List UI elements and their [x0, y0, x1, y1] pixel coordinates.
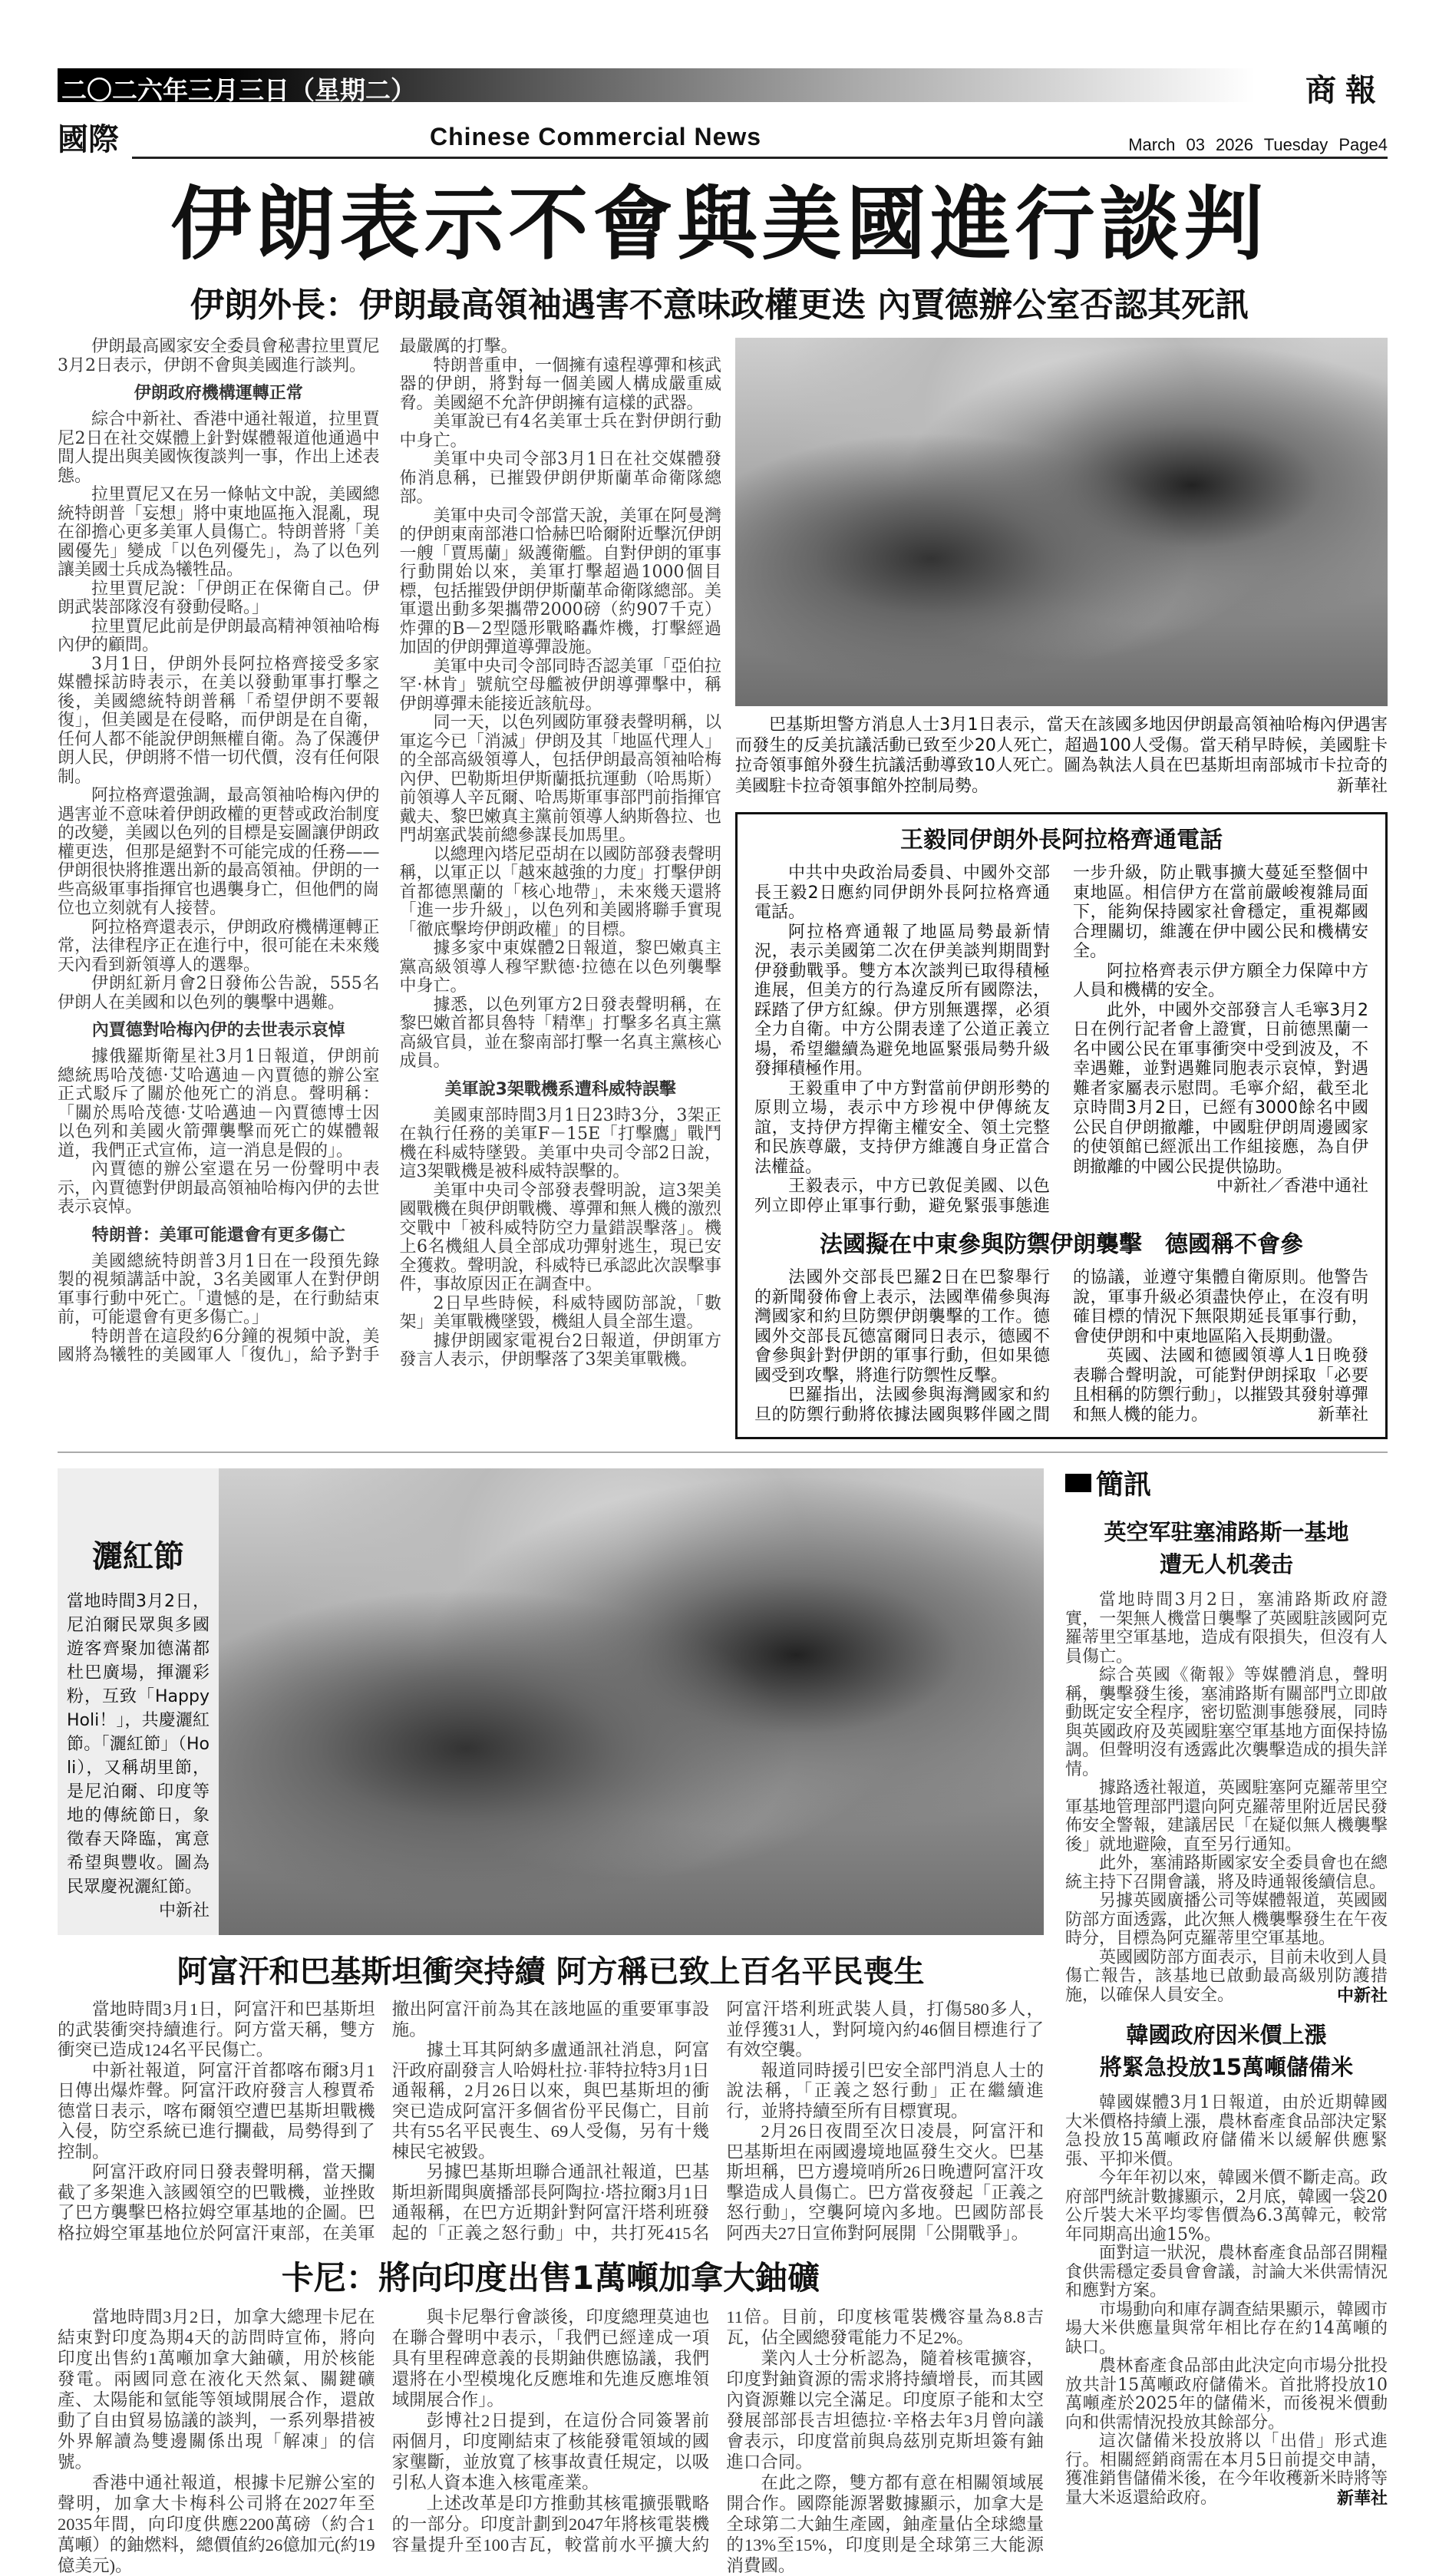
photo-karachi-protest	[735, 338, 1388, 706]
article-paragraph	[400, 1182, 722, 1295]
title-line: 英空军驻塞浦路斯一基地	[1104, 1519, 1349, 1545]
article-paragraph	[58, 919, 380, 976]
paragraph-text: 拉里賈尼又在另一條帖文中說，美國總統特朗普「妄想」將中東地區拖入混亂，現在卻擔心更多美軍人員傷亡。特朗普將「美國優先」變成「以色列優先」，為了以色列讓美國士兵成為犧牲品。	[58, 485, 380, 580]
paragraph-text: 2月26日夜間至次日凌晨，阿富汗和巴基斯坦在兩國邊境地區發生交火。巴基斯坦稱，巴方邊境哨所26日晚遭阿富汗攻擊造成人員傷亡。巴方當夜發起「正義之怒行動」，空襲阿境內多地。巴國防部長阿西夫27日宣佈對阿展開「公開戰爭」。	[726, 2122, 1044, 2243]
article-paragraph	[58, 2000, 375, 2061]
article-wangyi	[754, 864, 1368, 1216]
boxed-articles	[735, 812, 1388, 1439]
article-paragraph	[58, 486, 380, 580]
caption-text: 當地時間3月2日，尼泊爾民眾與多國遊客齊聚加德滿都杜巴廣場，揮灑彩粉，互致「HappyHoli！」，共慶灑紅節。「灑紅節」（Holi），又稱胡里節，是尼泊爾、印度等地的傳統節日，象徵春天降臨，寓意希望與豐收。圖為民眾慶祝灑紅節。	[67, 1592, 210, 1897]
paragraph-text: 內賈德對哈梅內伊的去世表示哀悼	[91, 1021, 345, 1040]
paper-name: Chinese Commercial News	[430, 123, 762, 150]
paragraph-text: 拉里賈尼說：「伊朗正在保衛自己。伊朗武裝部隊沒有發動侵略。」	[58, 579, 380, 617]
paragraph-text: 巴羅指出，法國參與海灣國家和約旦的防禦行動將依據法國與夥伴國之間的協議，並遵守集體自衛原則。他警告說，軍事升級必須盡快停止，在沒有明確目標的情況下無限期延長軍事行動，會使伊朗和中東地區陷入長期動盪。	[754, 1268, 1368, 1425]
paragraph-text: 特朗普：美軍可能還會有更多傷亡	[91, 1225, 345, 1245]
article-paragraph	[1073, 1001, 1368, 1197]
article-paragraph	[400, 714, 722, 846]
article-paragraph	[726, 2122, 1044, 2244]
article-paragraph	[58, 2472, 375, 2576]
article-paragraph	[400, 451, 722, 507]
article-iran	[58, 338, 721, 1370]
paragraph-text: 美軍中央司令部同時否認美軍「亞伯拉罕·林肯」號航空母艦被伊朗導彈擊中，稱伊朗導彈未能接近該航母。	[399, 656, 721, 714]
paragraph-text: 同一天，以色列國防軍發表聲明稱，以軍迄今已「消滅」伊朗及其「地區代理人」的全部高級領導人，包括伊朗最高領袖哈梅內伊、巴勒斯坦伊斯蘭抵抗運動（哈馬斯）前領導人辛瓦爾、哈馬斯軍事部門前指揮官戴夫、黎巴嫩真主黨前領導人納斯魯拉、也門胡塞武裝前總參謀長加馬里。	[399, 713, 721, 845]
article-paragraph	[1065, 1591, 1388, 1666]
paragraph-text: 王毅表示，中方已敦促美國、以色列立即停止軍事行動，避免緊張事態進一步升級，防止戰事擴大蔓延至整個中東地區。相信伊方在當前嚴峻複雜局面下，能夠保持國家社會穩定，重視鄰國合理關切，維護在伊中國公民和機構安全。	[754, 864, 1368, 1216]
article-paragraph	[400, 507, 722, 658]
article-paragraph	[400, 1295, 722, 1333]
paragraph-text: 特朗普在這段約6分鐘的視頻中說，美國將為犧牲的美國軍人「復仇」，給予對手最嚴厲的打擊。	[58, 337, 518, 1365]
article-paragraph	[58, 1253, 380, 1328]
paragraph-text: 綜合英國《衛報》等媒體消息，聲明稱，襲擊發生後，塞浦路斯有關部門立即啟動既定安全程序，密切監測事態發展，同時與英國政府及英國駐塞空軍基地方面保持協調。但聲明沒有透露此次襲擊造成的損失詳情。	[1065, 1666, 1388, 1779]
masthead-date: 二〇二六年三月三日（星期二）	[61, 75, 416, 105]
paragraph-text: 據悉，以色列軍方2日發表聲明稱，在黎巴嫩首都貝魯特「精準」打擊多名真主黨高級官員，並在黎南部打擊一名真主黨核心成員。	[399, 995, 721, 1071]
article-paragraph	[1073, 1346, 1368, 1425]
photo-caption-karachi	[735, 715, 1388, 797]
paragraph-text: 伊朗政府機構運轉正常	[134, 384, 303, 403]
caption-source: 中新社	[158, 1901, 210, 1920]
paragraph-text: 美軍說已有4名美軍士兵在對伊朗行動中身亡。	[399, 412, 721, 451]
paragraph-text: 英國國防部方面表示，目前未收到人員傷亡報告，該基地已啟動最高級別防護措施，以確保人員安全。	[1065, 1947, 1388, 2005]
paragraph-text: 法國外交部長巴羅2日在巴黎舉行的新聞發佈會上表示，法國準備參與海灣國家和約旦防禦伊朗襲擊的工作。德國外交部長瓦德富爾同日表示，德國不會參與針對伊朗的軍事行動，但如果德國受到攻擊，將進行防禦性反擊。	[754, 1268, 1050, 1385]
article-paragraph	[400, 1107, 722, 1182]
article-paragraph	[1065, 2094, 1388, 2169]
article-paragraph	[58, 656, 380, 788]
paragraph-text: 美國總統特朗普3月1日在一段預先錄製的視頻講話中說，3名美國軍人在對伊朗軍事行動中死亡。「遺憾的是，在行動結束前，可能還會有更多傷亡。」	[58, 1251, 380, 1327]
bottom-section	[58, 1468, 1388, 2576]
paragraph-text: 當地時間3月1日，阿富汗和巴基斯坦的武裝衝突持續進行。阿方當天稱，雙方衝突已造成124名平民傷亡。	[58, 2000, 375, 2059]
article-paragraph	[58, 338, 380, 375]
article-paragraph	[754, 1268, 1050, 1385]
paragraph-text: 韓國媒體3月1日報道，由於近期韓國大米價格持續上漲，農林畜產食品部決定緊急投放15萬噸政府儲備米以緩解供應緊張、平抑米價。	[1065, 2093, 1388, 2169]
paragraph-text: 據伊朗國家電視台2日報道，伊朗軍方發言人表示，伊朗擊落了3架美軍戰機。	[399, 1331, 721, 1369]
paragraph-text: 據俄羅斯衛星社3月1日報道，伊朗前總統馬哈茂德·艾哈邁迪－內賈德的辦公室正式駁斥了關於他死亡的消息。聲明稱：「關於馬哈茂德·艾哈邁迪－內賈德博士因以色列和美國火箭彈襲擊而死亡的媒體報道，我們正式宣佈，這一消息是假的」。	[58, 1047, 380, 1161]
paragraph-text: 此外，中國外交部發言人毛寧3月2日在例行記者會上證實，日前德黑蘭一名中國公民在軍事衝突中受到波及，不幸遇難，並對遇難同胞表示哀悼，對遇難者家屬表示慰問。毛寧介紹，截至北京時間3月2日，已經有3000餘名中國公民自伊朗撤離，中國駐伊朗周邊國家的使領館已經派出工作組接應，為自伊朗撤離的中國公民提供協助。	[1073, 1000, 1368, 1177]
article-paragraph	[754, 864, 1050, 923]
paragraph-text: 阿拉格齊還強調，最高領袖哈梅內伊的遇害並不意味着伊朗政權的更替或政治制度的改變，美國以色列的目標是妄圖讓伊朗政權更迭，但那是絕對不可能完成的任務——伊朗很快將推選出新的最高領袖。伊朗的一些高級軍事指揮官也遇襲身亡，但他們的崗位也立刻就有人接替。	[58, 786, 380, 918]
holi-title: 灑紅節	[92, 1539, 184, 1574]
paragraph-text: 今年年初以來，韓國米價不斷走高。政府部門統計數據顯示，2月底，韓國一袋20公斤裝大米平均零售價為6.3萬韓元，較常年同期高出逾15%。	[1065, 2168, 1388, 2244]
article-paragraph	[726, 2061, 1044, 2122]
caption-text: 巴基斯坦警方消息人士3月1日表示，當天在該國多地因伊朗最高領袖哈梅內伊遇害而發生的反美抗議活動已致至少20人死亡，超過100人受傷。當天稍早時候，美國駐卡拉奇領事館外發生抗議活動導致10人死亡。圖為執法人員在巴基斯坦南部城市卡拉奇的美國駐卡拉奇領事館外控制局勢。	[735, 715, 1388, 796]
lead-subheadline: 伊朗外長：伊朗最高領袖遇害不意味政權更迭 內賈德辦公室否認其死訊	[190, 286, 1249, 325]
paragraph-text: 據多家中東媒體2日報道，黎巴嫩真主黨高級領導人穆罕默德·拉德在以色列襲擊中身亡。	[399, 939, 721, 996]
paragraph-text: 業內人士分析認為，隨着核電擴容，印度對鈾資源的需求將持續增長，而其國內資源難以完全滿足。印度原子能和太空發展部部長吉坦德拉·辛格去年3月曾向議會表示，印度當前與烏茲別克斯坦簽有鈾進口合同。	[726, 2349, 1044, 2472]
article-paragraph	[400, 658, 722, 715]
article-source: 新華社	[1317, 1405, 1368, 1425]
article-subheading	[58, 1225, 380, 1247]
paragraph-text: 美國東部時間3月1日23時3分，3架正在執行任務的美軍F－15E「打擊鷹」戰鬥機在科威特墜毀。美軍中央司令部2日說，這3架戰機是被科威特誤擊的。	[399, 1105, 721, 1181]
paragraph-text: 伊朗最高國家安全委員會秘書拉里賈尼3月2日表示，伊朗不會與美國進行談判。	[58, 337, 380, 375]
paragraph-text: 中新社報道，阿富汗首都喀布爾3月1日傳出爆炸聲。阿富汗政府發言人穆賈希德當日表示，喀布爾領空遭巴基斯坦戰機入侵，防空系統已進行攔截，局勢得到了控制。	[58, 2060, 375, 2162]
caption-source: 新華社	[1336, 776, 1388, 796]
article-paragraph	[58, 411, 380, 486]
black-square-icon	[1065, 1474, 1091, 1492]
paragraph-text: 在此之際，雙方都有意在相關領域展開合作。國際能源署數據顯示，加拿大是全球第二大鈾生產國，鈾產量佔全球總量的13%至15%，印度則是全球第三大能源消費國。	[726, 2473, 1044, 2575]
section-label: 國際	[58, 122, 119, 157]
paragraph-text: 報道同時援引巴安全部門消息人士的說法稱，「正義之怒行動」正在繼續進行，並將持續至所有目標實現。	[726, 2060, 1044, 2121]
briefs-label-text: 簡訊	[1096, 1469, 1152, 1501]
article-afghan	[58, 2000, 1044, 2244]
article-paragraph	[400, 940, 722, 996]
article-paragraph	[1065, 1854, 1388, 1892]
article-paragraph	[400, 357, 722, 414]
holi-caption-panel	[58, 1468, 219, 1935]
article-paragraph	[58, 1161, 380, 1217]
article-paragraph	[58, 787, 380, 919]
top-right-column	[735, 338, 1388, 1439]
article-uk	[1065, 1591, 1388, 2005]
article-paragraph	[58, 975, 380, 1012]
paragraph-text: 當地時間3月2日，塞浦路斯政府證實，一架無人機當日襲擊了英國駐該國阿克羅蒂里空軍基地，造成有限損失，但沒有人員傷亡。	[1065, 1590, 1388, 1666]
article-paragraph	[754, 1079, 1050, 1177]
article-title-canada: 卡尼：將向印度出售1萬噸加拿大鈾礦	[281, 2259, 820, 2297]
paragraph-text: 阿富汗政府同日發表聲明稱，當天攔截了多架進入該國領空的巴戰機，並挫敗了巴方襲擊巴格拉姆空軍基地的企圖。巴格拉姆空軍基地位於阿富汗東部，在美軍撤出阿富汗前為其在該地區的重要軍事設施。	[58, 2000, 710, 2243]
article-paragraph	[58, 618, 380, 656]
paragraph-text: 市場動向和庫存調查結果顯示，韓國市場大米供應量與常年相比存在約14萬噸的缺口。	[1065, 2300, 1388, 2357]
paragraph-text: 彭博社2日提到，在這份合同簽署前兩個月，印度剛結束了核能發電領域的國家壟斷，並放寬了核事故責任規定，以吸引私人資本進入核電產業。	[391, 2411, 710, 2492]
article-title-uk	[1065, 1516, 1388, 1580]
article-paragraph	[1065, 2357, 1388, 2432]
paragraph-text: 阿拉格齊通報了地區局勢最新情況，表示美國第二次在伊美談判期間對伊發動戰爭。雙方本次談判已取得積極進展，但美方的行為違反所有國際法，踩踏了伊方紅線。伊方別無選擇，必須全力自衛。中方公開表達了公道正義立場，希望繼續為避免地區緊張局勢升級發揮積極作用。	[754, 922, 1050, 1078]
paragraph-text: 另據巴基斯坦聯合通訊社報道，巴基斯坦新聞與廣播部長阿陶拉·塔拉爾3月1日通報稱，在巴方近期針對阿富汗塔利班發起的「正義之怒行動」中，共打死415名阿富汗塔利班武裝人員，打傷580多人，並俘獲31人，對阿境內約46個目標進行了有效空襲。	[391, 2000, 1044, 2243]
paragraph-text: 中共中央政治局委員、中國外交部長王毅2日應約同伊朗外長阿拉格齊通電話。	[754, 864, 1050, 922]
article-paragraph	[726, 2348, 1044, 2472]
article-title-france: 法國擬在中東參與防禦伊朗襲擊 德國稱不會參	[820, 1231, 1303, 1258]
article-paragraph	[392, 2040, 710, 2162]
article-paragraph	[1065, 1779, 1388, 1854]
paragraph-text: 當地時間3月2日，加拿大總理卡尼在結束對印度為期4天的訪問時宣佈，將向印度出售約1萬噸加拿大鈾礦，用於核能發電。兩國同意在液化天然氣、關鍵礦產、太陽能和氫能等領域開展合作，還啟動了自由貿易協議的談判，一系列舉措被外界解讀為雙邊關係出現「解凍」的信號。	[58, 2307, 375, 2472]
paragraph-text: 3月1日，伊朗外長阿拉格齊接受多家媒體採訪時表示，在美以發動軍事打擊之後，美國總統特朗普稱「希望伊朗不要報復」，但美國是在侵略，而伊朗是在自衛，任何人都不能說伊朗無權自衛。為了保護伊朗人民，伊朗將不惜一切代價，沒有任何限制。	[58, 654, 380, 787]
holi-caption	[67, 1590, 210, 1923]
bottom-left-column	[58, 1468, 1044, 2576]
article-subheading	[400, 1079, 722, 1101]
article-paragraph	[1073, 962, 1368, 1001]
article-paragraph	[58, 2307, 375, 2472]
article-paragraph	[1065, 1892, 1388, 1949]
paragraph-text: 面對這一狀況，農林畜產食品部召開糧食供需穩定委員會會議，討論大米供需情況和應對方案。	[1065, 2244, 1388, 2300]
article-title-wangyi: 王毅同伊朗外長阿拉格齊通電話	[900, 827, 1223, 854]
top-section	[58, 338, 1388, 1439]
article-paragraph	[58, 1048, 380, 1161]
paragraph-text: 以總理內塔尼亞胡在以國防部發表聲明稱，以軍正以「越來越強的力度」打擊伊朗首都德黑蘭的「核心地帶」，未來幾天還將「進一步升級」，以色列和美國將聯手實現「徹底擊垮伊朗政權」的目標。	[399, 844, 721, 940]
paragraph-text: 阿拉格齊還表示，伊朗政府機構運轉正常，法律程序正在進行中，很可能在未來幾天內看到新領導人的選舉。	[58, 917, 380, 975]
article-paragraph	[1065, 2244, 1388, 2301]
paragraph-text: 美軍中央司令部發表聲明說，這3架美國戰機在與伊朗戰機、導彈和無人機的激烈交戰中「被科威特防空力量錯誤擊落」。機上6名機組人員全部成功彈射逃生，現已安全獲救。聲明說，科威特已承認此次誤擊事件，事故原因正在調查中。	[399, 1181, 721, 1294]
paragraph-text: 農林畜產食品部由此決定向市場分批投放共計15萬噸政府儲備米。首批將投放10萬噸產於2025年的儲備米，而後視米價動向和供需情況投放其餘部分。	[1065, 2356, 1388, 2432]
page-date-en: March 03 2026 Tuesday Page4	[1128, 135, 1388, 154]
article-paragraph	[400, 1333, 722, 1370]
paragraph-text: 阿拉格齊表示伊方願全力保障中方人員和機構的安全。	[1073, 961, 1368, 1000]
article-canada	[58, 2307, 1044, 2576]
article-source: 中新社／香港中通社	[1216, 1177, 1368, 1196]
paragraph-text: 與卡尼舉行會談後，印度總理莫迪也在聯合聲明中表示，「我們已經達成一項具有里程碑意義的長期鈾供應協議，我們還將在小型模塊化反應堆和先進反應堆領域開展合作」。	[391, 2307, 710, 2409]
article-title-korea	[1065, 2019, 1388, 2083]
title-line: 將緊急投放15萬噸儲備米	[1099, 2054, 1354, 2080]
article-paragraph	[754, 923, 1050, 1079]
header-rule	[132, 157, 1388, 159]
paragraph-text: 據路透社報道，英國駐塞阿克羅蒂里空軍基地管理部門還向阿克羅蒂里附近居民發佈安全警報，建議居民「在疑似無人機襲擊後」就地避險，直至另行通知。	[1065, 1778, 1388, 1854]
title-line: 遭无人机袭击	[1159, 1551, 1293, 1577]
title-line: 韓國政府因米價上漲	[1126, 2022, 1327, 2048]
page-body	[58, 338, 1388, 2576]
paragraph-text: 另據英國廣播公司等媒體報道，英國國防部方面透露，此次無人機襲擊發生在午夜時分，目標為阿克羅蒂里空軍基地。	[1065, 1891, 1388, 1948]
article-paragraph	[1065, 2301, 1388, 2358]
article-paragraph	[400, 846, 722, 940]
paragraph-text: 2日早些時候，科威特國防部說，「數架」美軍戰機墜毀，機組人員全部生還。	[399, 1293, 721, 1332]
article-france	[754, 1268, 1368, 1425]
article-paragraph	[392, 2307, 710, 2410]
paragraph-text: 這次儲備米投放將以「出借」形式進行。相關經銷商需在本月5日前提交申請，獲准銷售儲備米後，在今年收穫新米時將等量大米返還給政府。	[1065, 2432, 1388, 2508]
briefs-label	[1065, 1468, 1388, 1502]
briefs-column	[1065, 1468, 1388, 2508]
article-paragraph	[58, 2061, 375, 2163]
article-paragraph	[1065, 1666, 1388, 1779]
paragraph-text: 此外，塞浦路斯國家安全委員會也在總統主持下召開會議，將及時通報後續信息。	[1065, 1854, 1388, 1892]
paragraph-text: 綜合中新社、香港中通社報道，拉里賈尼2日在社交媒體上針對媒體報道他通過中間人提出與美國恢復談判一事，作出上述表態。	[58, 410, 380, 486]
article-title-afghan: 阿富汗和巴基斯坦衝突持續 阿方稱已致上百名平民喪生	[177, 1954, 925, 1990]
paragraph-text: 拉里賈尼此前是伊朗最高精神領袖哈梅內伊的顧問。	[58, 616, 380, 655]
article-paragraph	[1065, 2169, 1388, 2244]
paragraph-text: 香港中通社報道，根據卡尼辦公室的聲明，加拿大卡梅科公司將在2027年至2035年間，向印度供應2200萬磅（約合1萬噸）的鈾燃料，總價值約26億加元(約19億美元)。	[58, 2473, 375, 2575]
article-subheading	[58, 383, 380, 405]
article-subheading	[58, 1020, 380, 1042]
paragraph-text: 英國、法國和德國領導人1日晚發表聯合聲明說，可能對伊朗採取「必要且相稱的防禦行動」，以摧毀其發射導彈和無人機的能力。	[1073, 1346, 1369, 1425]
article-paragraph	[400, 996, 722, 1072]
article-paragraph	[1065, 1949, 1388, 2006]
article-paragraph	[400, 413, 722, 451]
article-source: 中新社	[1336, 1985, 1388, 2006]
article-paragraph	[58, 580, 380, 618]
paragraph-text: 美軍說3架戰機系遭科威特誤擊	[444, 1079, 676, 1099]
paragraph-text: 王毅重申了中方對當前伊朗形勢的原則立場，表示中方珍視中伊傳統友誼，支持伊方捍衛主權安全、領土完整和民族尊嚴，支持伊方維護自身正當合法權益。	[754, 1078, 1050, 1177]
paragraph-text: 美軍中央司令部3月1日在社交媒體發佈消息稱，已摧毀伊朗伊斯蘭革命衛隊總部。	[399, 450, 721, 507]
paragraph-text: 特朗普重申，一個擁有遠程導彈和核武器的伊朗，將對每一個美國人構成嚴重威脅。美國絕不允許伊朗擁有這樣的武器。	[399, 355, 721, 413]
paragraph-text: 上述改革是印方推動其核電擴張戰略的一部分。印度計劃到2047年將核電裝機容量提升至100吉瓦，較當前水平擴大約11倍。目前，印度核電裝機容量為8.8吉瓦，佔全國總發電能力不足2%。	[391, 2307, 1044, 2555]
holi-feature	[58, 1468, 1044, 1935]
article-paragraph	[1065, 2432, 1388, 2508]
article-korea	[1065, 2094, 1388, 2508]
article-paragraph	[392, 2410, 710, 2493]
paragraph-text: 據土耳其阿納多盧通訊社消息，阿富汗政府副發言人哈姆杜拉·菲特拉特3月1日通報稱，2月26日以來，與巴基斯坦的衝突已造成阿富汗多個省份平民傷亡，目前共有55名平民喪生、69人受傷，另有十幾棟民宅被毀。	[391, 2040, 710, 2162]
article-source: 新華社	[1336, 2488, 1388, 2508]
photo-holi-festival	[219, 1468, 1044, 1935]
paragraph-text: 美軍中央司令部當天說，美軍在阿曼灣的伊朗東南部港口恰赫巴哈爾附近擊沉伊朗一艘「賈馬蘭」級護衛艦。自對伊朗的軍事行動開始以來，美軍打擊超過1000個目標，包括摧毀伊朗伊斯蘭革命衛隊總部。美軍還出動多架攜帶2000磅（約907千克）炸彈的B－2型隱形戰略轟炸機，打擊經過加固的伊朗彈道導彈設施。	[399, 506, 721, 657]
article-paragraph	[726, 2472, 1044, 2576]
paragraph-text: 內賈德的辦公室還在另一份聲明中表示，內賈德對伊朗最高領袖哈梅內伊的去世表示哀悼。	[58, 1160, 380, 1217]
paragraph-text: 伊朗紅新月會2日發佈公告說，555名伊朗人在美國和以色列的襲擊中遇難。	[58, 974, 380, 1012]
masthead-logo: 商報	[1305, 72, 1385, 108]
lead-headline: 伊朗表示不會與美國進行談判	[170, 177, 1269, 271]
section-divider	[58, 1451, 1388, 1453]
